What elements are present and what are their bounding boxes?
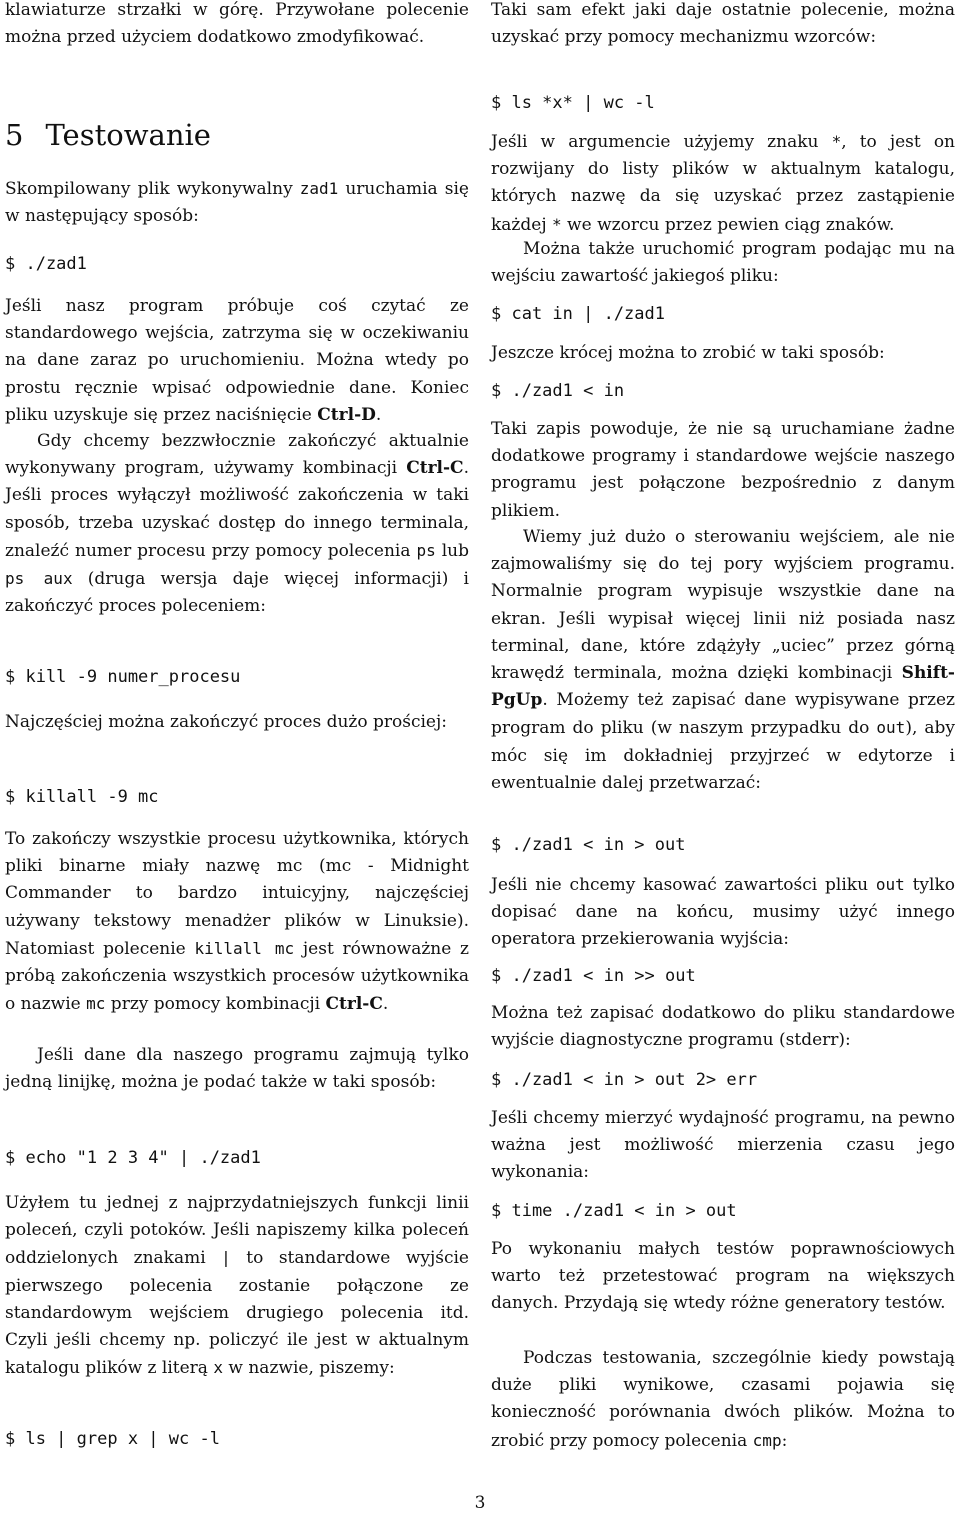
page-number: 3 [474, 1493, 486, 1513]
paragraph: Podczas testowania, szczególnie kiedy powstają duże pliki wynikowe, czasami pojawia się konieczność porównania dwóch plików. Można to zrobić przy pomocy polecenia cmp: [491, 1348, 955, 1451]
code-line: $ cat in | ./zad1 [491, 304, 665, 324]
intro-paragraph: klawiaturze strzałki w górę. Przywołane polecenie można przed użyciem dodatkowo zmodyfikować. [5, 0, 469, 48]
code-line: $ ./zad1 < in > out [491, 835, 686, 855]
code-line: $ ls *x* | wc -l [491, 93, 655, 113]
paragraph: Taki zapis powoduje, że nie są uruchamiane żadne dodatkowe programy i standardowe wejście naszego programu jest połączone bezpośrednio z danym plikiem. [491, 419, 955, 521]
code-line: $ ./zad1 < in [491, 381, 625, 401]
paragraph: Po wykonaniu małych testów poprawnościowych warto też przetestować program na większych danych. Przydają się wtedy różne generatory testów. [491, 1239, 955, 1314]
paragraph: Można także uruchomić program podając mu na wejściu zawartość jakiegoś pliku: [491, 239, 955, 287]
paragraph: Jeśli w argumencie użyjemy znaku *, to jest on rozwijany do listy plików w aktualnym katalogu, których nazwę da się uzyskać przez zastąpienie każdej * we wzorcu przez pewien ciąg znaków. [491, 132, 956, 235]
paragraph: Wiemy już dużo o sterowaniu wejściem, ale nie zajmowaliśmy się do tej pory wyjściem programu. Normalnie program wypisuje wszystkie dane na ekran. Jeśli wypisał więcej linii niż posiada nasz terminal, dane, które zdążyły „uciec” przez górną krawędź terminala, można dzięki kombinacji Shift-PgUp. Możemy też zapisać dane wypisywane przez program do pliku (w naszym przypadku do out), aby móc się im dokładniej przyjrzeć w edytorze i ewentualnie dalej przetwarzać: [491, 527, 956, 793]
code-line: $ kill -9 numer_procesu [5, 667, 241, 687]
paragraph: To zakończy wszystkie procesu użytkownika, których pliki binarne miały nazwę mc (mc - Midnight Commander to bardzo intuicyjny, najczęściej używany tekstowy menadżer plików w Linuksie). Natomiast polecenie killall mc jest równoważne z próbą zakończenia wszystkich procesów użytkownika o nazwie mc przy pomocy kombinacji Ctrl-C. [5, 829, 469, 1015]
code-line: $ echo "1 2 3 4" | ./zad1 [5, 1148, 261, 1168]
code-line: $ ls | grep x | wc -l [5, 1429, 220, 1449]
paragraph: Jeszcze krócej można to zrobić w taki sposób: [491, 343, 885, 363]
code-line: $ ./zad1 < in >> out [491, 966, 696, 986]
paragraph: Jeśli nasz program próbuje coś czytać ze standardowego wejścia, zatrzyma się w oczekiwaniu na dane zaraz po uruchomieniu. Można wtedy po prostu ręcznie wpisać odpowiednie dane. Koniec pliku uzyskuje się przez naciśnięcie Ctrl-D. [5, 296, 469, 425]
paragraph: Jeśli chcemy mierzyć wydajność programu, na pewno ważna jest możliwość mierzenia czasu jego wykonania: [491, 1108, 955, 1183]
paragraph: Można też zapisać dodatkowo do pliku standardowe wyjście diagnostyczne programu (stderr): [491, 1003, 955, 1051]
code-line: $ ./zad1 [5, 254, 87, 274]
section-heading: 5 Testowanie [5, 118, 211, 152]
paragraph: Jeśli dane dla naszego programu zajmują tylko jedną linijkę, można je podać także w taki sposób: [5, 1045, 469, 1093]
code-line: $ ./zad1 < in > out 2> err [491, 1070, 758, 1090]
paragraph: Skompilowany plik wykonywalny zad1 uruchamia się w następujący sposób: [5, 179, 469, 227]
paragraph: Najczęściej można zakończyć proces dużo prościej: [5, 712, 447, 732]
paragraph: Użyłem tu jednej z najprzydatniejszych funkcji linii poleceń, czyli potoków. Jeśli napiszemy kilka poleceń oddzielonych znakami | to standardowe wyjście pierwszego polecenia zostanie połączone ze standardowym wejściem drugiego polecenia itd. Czyli jeśli chcemy np. policzyć ile jest w aktualnym katalogu plików z literą x w nazwie, piszemy: [5, 1193, 469, 1379]
paragraph: Gdy chcemy bezzwłocznie zakończyć aktualnie wykonywany program, używamy kombinacji Ctrl-C. Jeśli proces wyłączył możliwość zakończenia w taki sposób, trzeba uzyskać dostęp do innego terminala, znaleźć numer procesu przy pomocy polecenia ps lub ps aux (druga wersja daje więcej informacji) i zakończyć proces poleceniem: [5, 431, 469, 617]
paragraph: Taki sam efekt jaki daje ostatnie polecenie, można uzyskać przy pomocy mechanizmu wzorców: [491, 0, 955, 48]
code-line: $ time ./zad1 < in > out [491, 1201, 737, 1221]
paragraph: Jeśli nie chcemy kasować zawartości pliku out tylko dopisać dane na końcu, musimy użyć innego operatora przekierowania wyjścia: [491, 875, 955, 950]
code-line: $ killall -9 mc [5, 787, 159, 807]
